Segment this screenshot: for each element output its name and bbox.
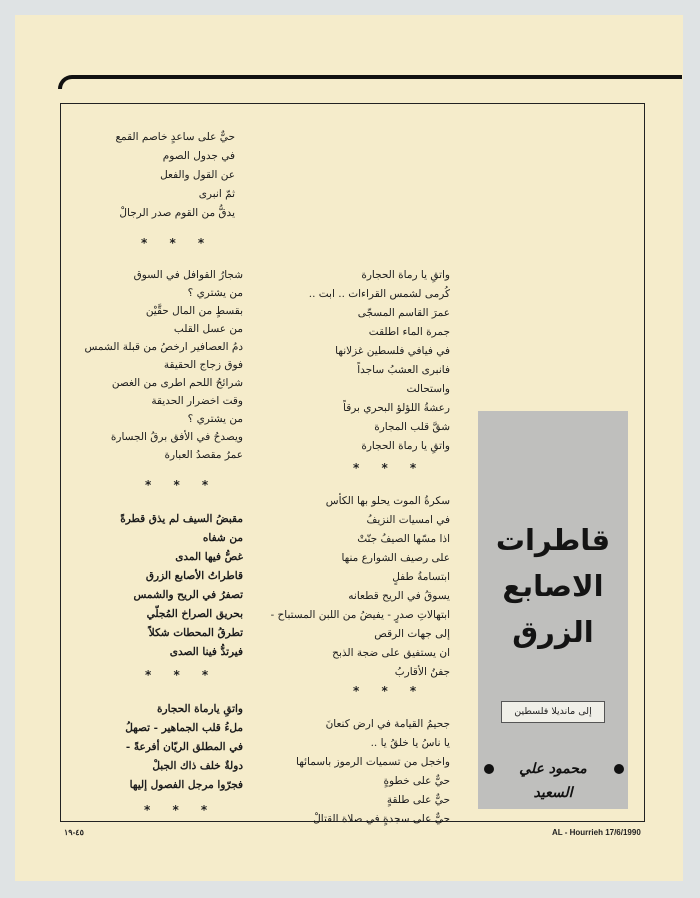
section-separator: * * * — [141, 236, 214, 250]
poem-line: بحريق الصراخ المُجلّي — [146, 608, 243, 620]
poem-right-section-1 — [309, 268, 450, 458]
poem-line: مقبضُ السيف لم يذق قطرةً — [120, 513, 243, 525]
section-separator: * * * — [353, 684, 426, 698]
poem-line: حيٌّ على طلقةٍ — [386, 794, 450, 806]
poem-line: كُرمى لشمس القراءات .. ابت .. — [308, 288, 450, 300]
poem-left-section-2 — [120, 512, 243, 664]
poem-line: عن القول والفعل — [160, 169, 235, 181]
poem-line: ابتهالاتِ صدرٍ - يفيضُ من اللبن المستباح - — [270, 609, 450, 621]
title-box — [478, 411, 628, 809]
poem-line: عمرَ القاسم المسجّى — [357, 307, 450, 319]
poem-line: في امسيات النزيفُ — [366, 514, 450, 526]
poem-line: على رصيف الشوارع منها — [341, 552, 450, 564]
poem-line: حيٌّ على خطوةٍ — [383, 775, 450, 787]
poem-line: ثمّ انبرى — [198, 188, 235, 200]
poem-line: من يشتري ؟ — [187, 413, 243, 425]
poem-line: فجرّوا مرجل الفصول إليها — [129, 779, 243, 791]
poem-line: رعشةُ اللؤلؤ البحري برقاً — [343, 402, 450, 414]
poem-line: حيٌّ على سجدةٍ في صلاة القتالْ — [313, 813, 450, 825]
poem-line: بقسطٍ من المال حقَّيْن — [145, 305, 243, 317]
poem-line: قاطراتُ الأصابع الزرق — [145, 570, 243, 582]
poem-line: فوق زجاج الحقيقة — [163, 359, 243, 371]
poem-line: في جدول الصوم — [162, 150, 235, 162]
poem-line: سكرةُ الموت يحلو بها الكأس — [325, 495, 450, 507]
poem-line: يسوقُ في الريح قطعانه — [348, 590, 450, 602]
publication-footer: AL - Hourrieh 17/6/1990 — [552, 828, 641, 837]
header-rule — [58, 75, 682, 89]
poem-line: حيٌّ على ساعدٍ خاصم القمع — [115, 131, 235, 143]
dedication-label: إلى مانديلا فلسطين — [501, 701, 605, 723]
poem-line: ملءُ قلب الجماهير - تصهلُ — [125, 722, 243, 734]
poem-line: فانبرى العشبُ ساجداً — [357, 364, 450, 376]
poem-line: جحيمُ القيامة في ارض كنعانَ — [325, 718, 450, 730]
poem-title — [478, 517, 628, 655]
poem-line: واتقِ يا رماة الحجارة — [361, 269, 450, 281]
poem-left-section-0 — [115, 130, 235, 225]
poem-line: ابتسامةُ طفلٍ — [392, 571, 450, 583]
poem-left-section-1 — [84, 268, 243, 466]
poem-left-section-3 — [125, 702, 243, 797]
poem-line: من شفاه — [202, 532, 243, 544]
section-separator: * * * — [145, 478, 218, 492]
poem-line: من عسل القلب — [173, 323, 243, 335]
poem-line: عمرُ مقصدُ العبارة — [164, 449, 243, 461]
bullet-dot-icon — [614, 764, 624, 774]
poem-line: في المطلق الريّان أفرعةً - — [125, 741, 243, 753]
poem-line: جفنُ الأقاربُ — [394, 666, 450, 678]
poem-right-section-3 — [296, 717, 450, 831]
poem-line: اذا مسّها الصيفُ جنّتْ — [357, 533, 450, 545]
poem-line: غصُّ فيها المدى — [175, 551, 243, 563]
poem-line: ان يستفيق على ضجة الذبح — [332, 647, 450, 659]
page-number: ٤٥-١٩ — [64, 828, 84, 837]
title-line: الزرق — [512, 615, 594, 649]
poem-right-section-2 — [271, 494, 450, 684]
poem-line: إلى جهات الرقص — [374, 628, 450, 640]
title-line: قاطرات — [495, 523, 611, 557]
poem-line: شرائحُ اللحم اطرى من الغصن — [111, 377, 243, 389]
poem-line: فيرتدُّ فينا الصدى — [169, 646, 243, 658]
poem-line: يا ناسُ يا خلقُ يا .. — [370, 737, 450, 749]
poem-line: من يشتري ؟ — [187, 287, 243, 299]
title-line: الاصابع — [502, 569, 604, 603]
poem-line: تطرقُ المحطات شكلاً — [148, 627, 243, 639]
poem-line: يدقُّ من القوم صدر الرجالْ — [119, 207, 235, 219]
author-signature — [484, 757, 624, 801]
poem-line: واخجل من تسميات الرموز باسمائها — [296, 756, 450, 768]
section-separator: * * * — [353, 461, 426, 475]
author-name: محمود علي السعيد — [519, 761, 587, 801]
bullet-dot-icon — [484, 764, 494, 774]
poem-line: دمُ العصافير ارخصُ من قبلة الشمس — [84, 341, 243, 353]
poem-line: ويصدحُ في الأفق برقُ الجسارة — [110, 431, 243, 443]
poem-line: دولةٌ خلف ذاك الجبلْ — [152, 760, 243, 772]
poem-line: جمرة الماء اطلقت — [368, 326, 450, 338]
poem-line: واتقِ يا رماة الحجارة — [361, 440, 450, 452]
section-separator: * * * — [144, 803, 217, 817]
poem-line: شقَّ قلب المجارة — [374, 421, 450, 433]
section-separator: * * * — [145, 668, 218, 682]
poem-line: في فيافي فلسطين غزلانها — [335, 345, 450, 357]
poem-line: وقت اخضرار الحديقة — [151, 395, 243, 407]
poem-line: واستحالت — [406, 383, 450, 395]
poem-line: واتقِ يارماة الحجارة — [157, 703, 243, 715]
poem-line: شجارُ القوافل في السوق — [133, 269, 243, 281]
poem-line: تصفرُ في الريح والشمس — [133, 589, 243, 601]
